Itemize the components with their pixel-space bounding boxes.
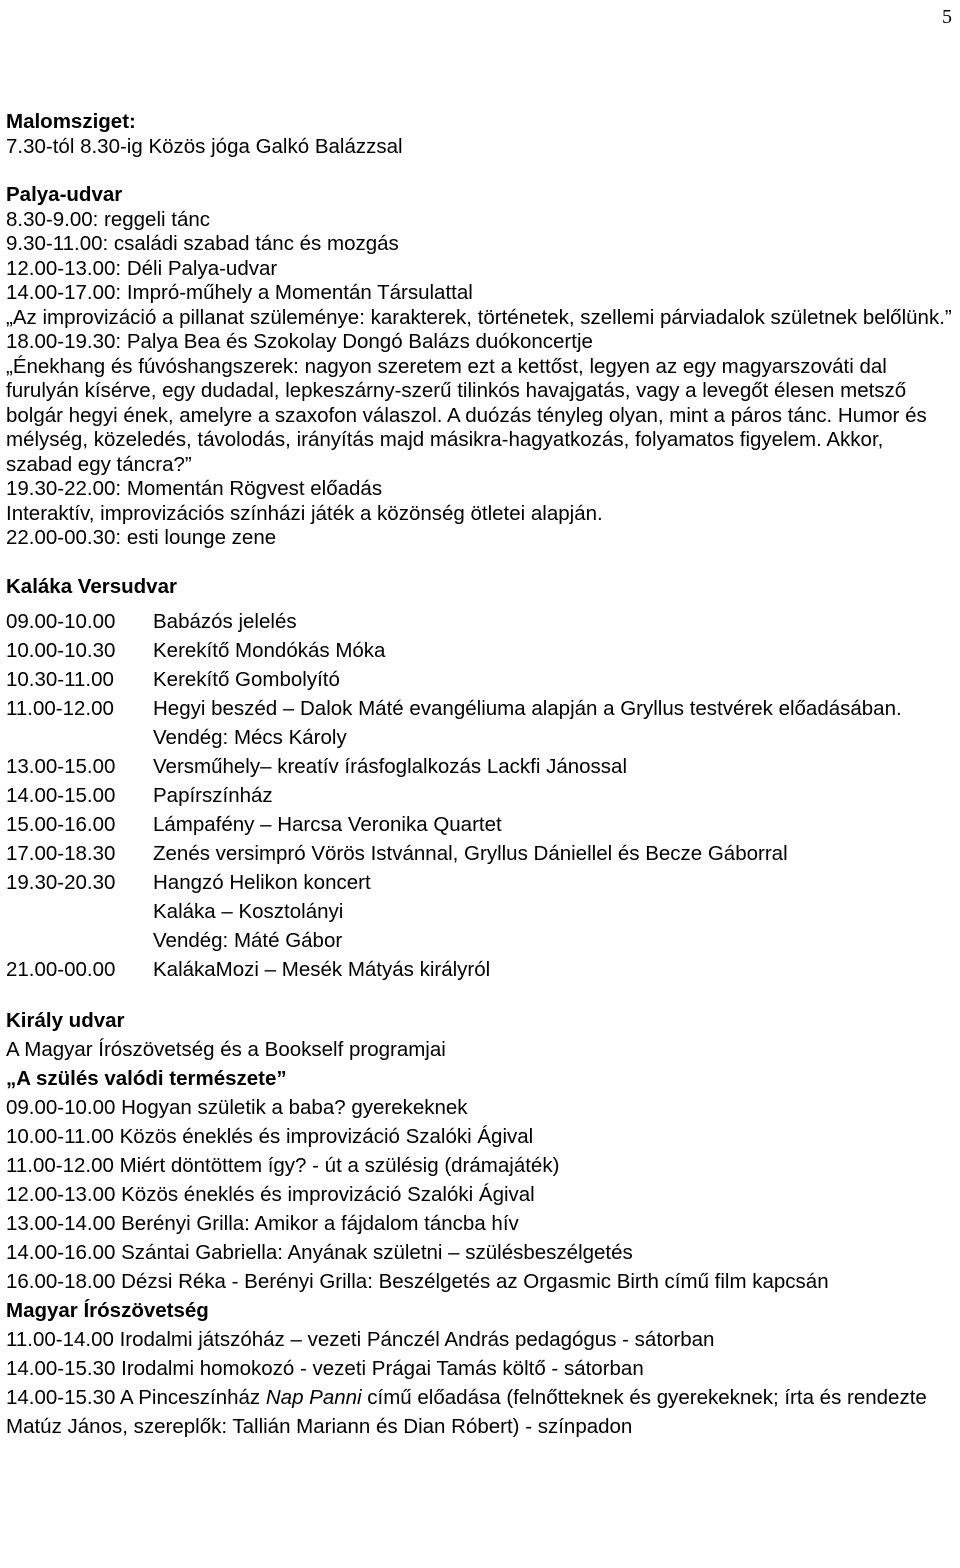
program-line: 11.00-12.00 Miért döntöttem így? - út a szülésig (drámajáték) [6,1154,560,1177]
program-line: 8.30-9.00: reggeli tánc [6,207,210,231]
schedule-time: 10.00-10.30 [6,639,116,662]
schedule-time [6,926,153,955]
program-line: 12.00-13.00: Déli Palya-udvar [6,256,278,280]
program-line: 12.00-13.00 Közös éneklés és improvizáció Szalóki Ágival [6,1183,535,1206]
program-line-start: 14.00-15.30 A Pinceszínház [6,1386,266,1409]
schedule-time: 19.30-20.30 [6,871,116,894]
section-heading: Palya-udvar [6,183,123,206]
program-line [6,1383,954,1441]
page-number: 5 [942,6,952,28]
section-theme: „A szülés valódi természete” [6,1067,287,1090]
program-document [6,110,954,1441]
schedule-text: Versműhely– kreatív írásfoglalkozás Lackfi Jánossal [153,755,628,778]
program-line: 18.00-19.30: Palya Bea és Szokolay Dongó Balázs duókoncertje [6,330,593,353]
schedule-time: 17.00-18.30 [6,842,116,865]
schedule-text: KalákaMozi – Mesék Mátyás királyról [153,958,491,981]
section-heading: Király udvar [6,1009,125,1032]
section-heading: Malomsziget: [6,110,136,133]
schedule-text: Vendég: Máté Gábor [153,929,343,952]
schedule-text: Kerekítő Mondókás Móka [153,639,386,662]
program-line: 14.00-17.00: Impró-műhely a Momentán Társulattal [6,281,473,304]
section-heading: Magyar Írószövetség [6,1299,209,1322]
section-malomsziget [6,110,954,159]
schedule-text: Babázós jelelés [153,610,297,633]
program-line: 22.00-00.30: esti lounge zene [6,526,277,549]
play-title: Nap Panni [265,1386,362,1409]
schedule-text: Zenés versimpró Vörös Istvánnal, Gryllus Dániellel és Becze Gáborral [153,842,788,865]
schedule-text: Hangzó Helikon koncert [153,871,371,894]
program-line: 9.30-11.00: családi szabad tánc és mozgás [6,232,399,255]
schedule-time: 10.30-11.00 [6,668,114,691]
program-line: 10.00-11.00 Közös éneklés és improvizáció Szalóki Ágival [6,1125,534,1148]
schedule-text: Hegyi beszéd – Dalok Máté evangéliuma alapján a Gryllus testvérek előadásában. Vendég: Mécs Károly [153,697,902,749]
program-line: 16.00-18.00 Dézsi Réka - Berényi Grilla: Beszélgetés az Orgasmic Birth című film kapcsán [6,1270,829,1293]
program-line: 14.00-15.30 Irodalmi homokozó - vezeti Prágai Tamás költő - sátorban [6,1357,644,1380]
program-line: 13.00-14.00 Berényi Grilla: Amikor a fájdalom táncba hív [6,1212,519,1235]
section-palya-udvar [6,183,954,551]
schedule-time: 21.00-00.00 [6,958,116,981]
program-line: 7.30-tól 8.30-ig Közös jóga Galkó Balázzsal [6,134,403,158]
program-line-end: című előadása (felnőtteknek és gyerekeknek; írta és rendezte Matúz János, szereplők: Tallián Mariann és Dian Róbert) - színpadon [6,1386,927,1438]
schedule-time: 14.00-15.00 [6,784,116,807]
schedule-text: Lámpafény – Harcsa Veronika Quartet [153,813,502,836]
section-kiraly-udvar [6,1006,954,1296]
schedule-text: Papírszínház [153,784,273,807]
program-description: Interaktív, improvizációs színházi játék a közönség ötletei alapján. [6,501,603,525]
program-line: 09.00-10.00 Hogyan születik a baba? gyerekeknek [6,1096,468,1119]
schedule-time: 09.00-10.00 [6,610,116,633]
section-magyar-iroszovetseg [6,1296,954,1441]
program-line: 11.00-14.00 Irodalmi játszóház – vezeti Pánczél András pedagógus - sátorban [6,1328,715,1351]
schedule-text: Kerekítő Gombolyító [153,668,340,691]
section-kalaka-versudvar [6,575,954,985]
schedule-time [6,897,153,926]
section-heading: Kaláka Versudvar [6,574,177,598]
schedule-time: 11.00-12.00 [6,697,114,720]
schedule-time: 15.00-16.00 [6,813,116,836]
schedule-time: 13.00-15.00 [6,755,116,778]
program-description: „Az improvizáció a pillanat szüleménye: karakterek, történetek, szellemi párviadalok születnek belőlünk.” [6,305,952,329]
program-line: 14.00-16.00 Szántai Gabriella: Anyának születni – szülésbeszélgetés [6,1241,633,1264]
schedule-table [6,607,954,984]
section-subtitle: A Magyar Írószövetség és a Bookself programjai [6,1038,446,1061]
program-line: 19.30-22.00: Momentán Rögvest előadás [6,477,383,500]
schedule-text: Kaláka – Kosztolányi [153,900,344,923]
program-description: „Énekhang és fúvóshangszerek: nagyon szeretem ezt a kettőst, legyen az egy magyarszováti dal furulyán kísérve, egy dudadal, lepkeszárny-szerű tilinkós havajgatás, vagy a levegőt élesen metsző bolgár hegyi ének, amelyre a szaxofon válaszol. A duózás tényleg olyan, mint a páros tánc. Humor és mélység, közeledés, távolodás, irányítás majd másikra-hagyatkozás, folyamatos figyelem. Akkor, szabad egy táncra?” [6,354,927,476]
